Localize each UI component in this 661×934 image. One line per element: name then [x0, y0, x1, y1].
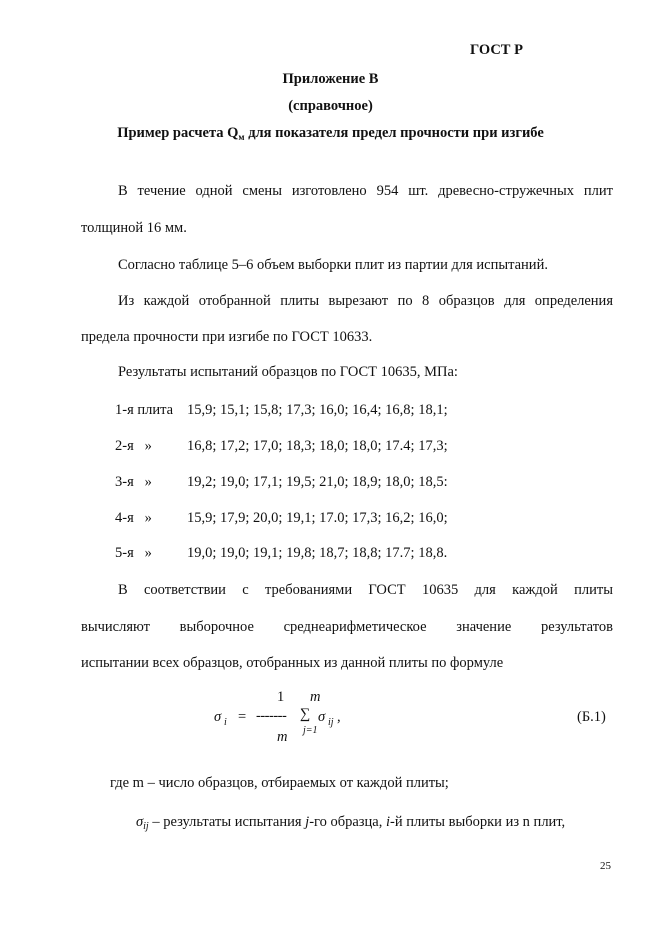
para-after-line2 [81, 619, 613, 636]
word: каждой [512, 582, 558, 598]
formula-sum-top: m [310, 689, 321, 705]
appendix-subtitle: (справочное) [288, 98, 373, 114]
result-values: 15,9; 17,9; 20,0; 19,1; 17.0; 17,3; 16,2; 16,0; [187, 510, 448, 526]
word: соответствии [144, 582, 226, 598]
formula-sum-symbol: ∑ [300, 706, 311, 722]
result-values: 19,2; 19,0; 17,1; 19,5; 21,0; 18,9; 18,0; 18,5: [187, 474, 448, 490]
word: среднеарифметическое [283, 619, 427, 635]
result-label: 5-я » [115, 545, 152, 561]
standard-header: ГОСТ Р [470, 42, 523, 58]
result-label: 2-я » [115, 438, 152, 454]
word: требованиями [265, 582, 353, 598]
word: результатов [540, 619, 613, 635]
formula-denominator: m [277, 729, 288, 745]
results-intro: Результаты испытаний образцов по ГОСТ 10635, МПа: [118, 364, 458, 380]
where-line2 [136, 814, 565, 832]
word: выборочное [179, 619, 254, 635]
appendix-heading [0, 125, 661, 142]
formula-sigma: σ [214, 709, 222, 725]
where-sub: ij [143, 821, 149, 832]
p1-line2: толщиной 16 мм. [81, 220, 187, 236]
appendix-title: Приложение В [282, 71, 379, 87]
word: 10635 [421, 582, 459, 598]
word: для [474, 582, 496, 598]
where-text-a: – результаты испытания [148, 814, 306, 830]
where-text-c: -й плиты выборки из n плит, [390, 814, 566, 830]
heading-post: для показателя предел прочности при изгибе [244, 125, 544, 141]
para-after-line1 [118, 582, 613, 599]
word: ГОСТ [368, 582, 406, 598]
p2: Согласно таблице 5–6 объем выборки плит из партии для испытаний. [118, 257, 548, 273]
formula-equals: = [238, 709, 247, 725]
p1-line1: В течение одной смены изготовлено 954 шт. древесно-стружечных плит [118, 183, 613, 199]
heading-sub: м [238, 132, 245, 142]
formula-sub-ij: ij [328, 717, 334, 728]
word: значение [456, 619, 512, 635]
result-values: 16,8; 17,2; 17,0; 18,3; 18,0; 18,0; 17.4; 17,3; [187, 438, 448, 454]
result-label: 1-я плита [115, 402, 174, 418]
formula-number: (Б.1) [577, 709, 606, 725]
result-label: 3-я » [115, 474, 152, 490]
formula-sigma-ij: σ [318, 709, 326, 725]
where-j: j [305, 814, 310, 830]
formula-numerator: 1 [277, 689, 285, 705]
para-after-line3: испытании всех образцов, отобранных из данной плиты по формуле [81, 655, 504, 671]
formula-comma: , [337, 709, 341, 725]
where-i: i [385, 814, 390, 830]
page-number: 25 [600, 860, 611, 872]
word: плиты [574, 582, 613, 598]
word: В [118, 582, 128, 598]
where-sigma: σ [136, 814, 144, 830]
word: вычисляют [81, 619, 150, 635]
where-line1: где m – число образцов, отбираемых от каждой плиты; [110, 775, 449, 791]
p3-line2: предела прочности при изгибе по ГОСТ 10633. [81, 329, 373, 345]
p3-line1: Из каждой отобранной плиты вырезают по 8 образцов для определения [118, 293, 613, 309]
word: с [242, 582, 249, 598]
where-text-b: -го образца, [309, 814, 386, 830]
result-values: 15,9; 15,1; 15,8; 17,3; 16,0; 16,4; 16,8; 18,1; [187, 402, 448, 418]
formula-sub-i: i [224, 717, 227, 728]
heading-pre: Пример расчета Q [117, 125, 239, 141]
formula-dashes: ------- [256, 708, 287, 724]
result-label: 4-я » [115, 510, 152, 526]
formula-sum-bottom: j=1 [303, 725, 318, 736]
result-values: 19,0; 19,0; 19,1; 19,8; 18,7; 18,8; 17.7; 18,8. [187, 545, 448, 561]
